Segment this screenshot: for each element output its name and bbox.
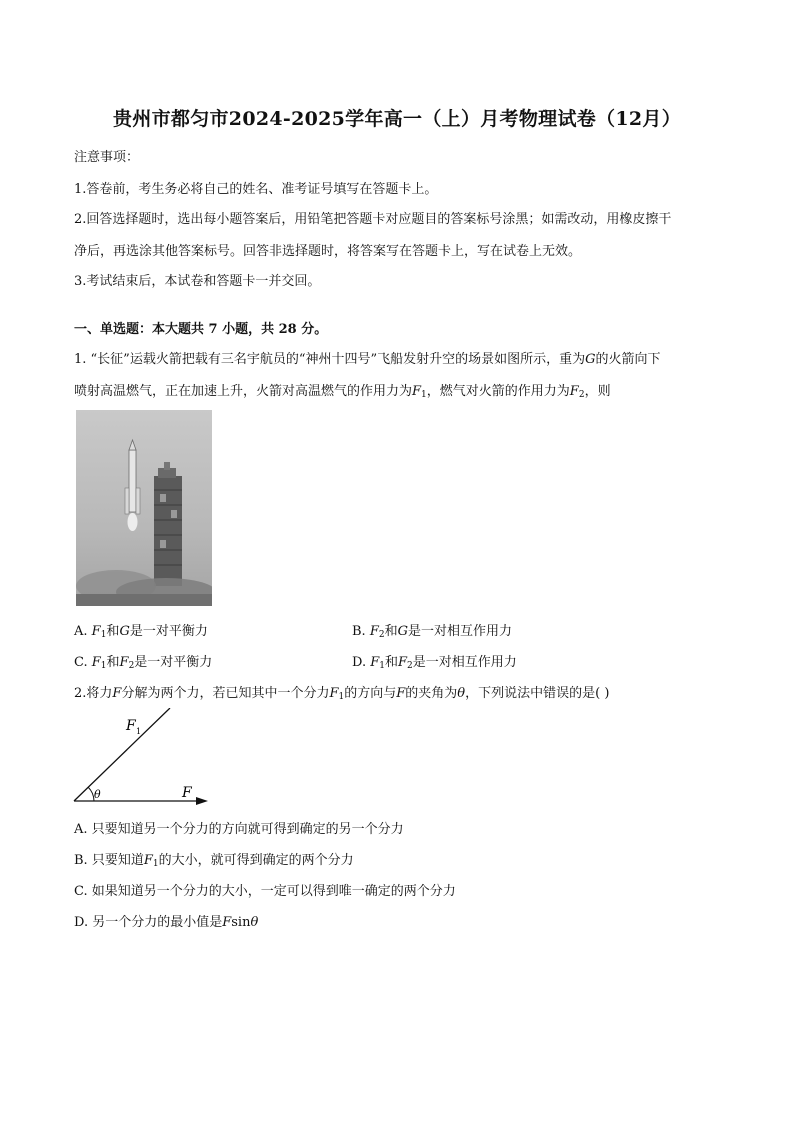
q1-text: 喷射高温燃气，正在加速上升，火箭对高温燃气的作用力为: [74, 384, 413, 399]
symbol-F: F: [91, 655, 101, 670]
q1-text: ，燃气对火箭的作用力为: [426, 384, 570, 399]
q1-option-a[interactable]: [74, 620, 208, 640]
symbol-F: F: [369, 624, 379, 639]
symbol-F: F: [396, 686, 406, 701]
symbol-F: F: [370, 655, 380, 670]
label-f: F: [182, 785, 192, 801]
q1-symbol-F: F: [412, 384, 422, 399]
option-label: D.: [352, 655, 371, 670]
text: ，下列说法中错误的是( ): [465, 686, 610, 701]
symbol-G: G: [397, 624, 408, 639]
text: 是一对相互作用力: [412, 655, 517, 670]
sub: 2: [407, 661, 413, 671]
notice-item-1: 1.答卷前，考生务必将自己的姓名、准考证号填写在答题卡上。: [74, 182, 438, 197]
notice-item-3: 3.考试结束后，本试卷和答题卡一并交回。: [74, 274, 321, 289]
text: B. 只要知道: [74, 853, 144, 868]
rocket-launch-photo: [76, 410, 212, 606]
text: sin: [231, 915, 251, 930]
text: 是一对相互作用力: [408, 624, 513, 639]
sub: 2: [378, 630, 385, 640]
q2-option-a[interactable]: A. 只要知道另一个分力的方向就可得到确定的另一个分力: [74, 822, 404, 837]
notice-heading: 注意事项：: [74, 150, 140, 165]
option-label: A.: [74, 624, 92, 639]
q1-option-c[interactable]: [74, 651, 212, 671]
force-decomposition-figure: [72, 708, 212, 808]
text: 和: [385, 655, 399, 670]
symbol-F: F: [91, 624, 101, 639]
option-label: C.: [74, 655, 92, 670]
text: 的夹角为: [405, 686, 458, 701]
sub: 2: [128, 661, 135, 671]
symbol-G: G: [119, 624, 130, 639]
notice-item-2: 2.回答选择题时，选出每小题答案后，用铅笔把答题卡对应题目的答案标号涂黑；如需改动，用橡皮擦干: [74, 212, 672, 227]
sub: 1: [152, 859, 159, 869]
q2-option-c[interactable]: C. 如果知道另一个分力的大小，一定可以得到唯一确定的两个分力: [74, 884, 456, 899]
text: 的大小，就可得到确定的两个分力: [158, 853, 354, 868]
q1-option-d[interactable]: [352, 651, 517, 671]
text: D. 另一个分力的最小值是: [74, 915, 223, 930]
q1-symbol-G: G: [585, 352, 596, 367]
symbol-F: F: [119, 655, 129, 670]
sub: 1: [338, 692, 345, 702]
q1-text: 的火箭向下: [595, 352, 661, 367]
option-label: B.: [352, 624, 370, 639]
notice-item-2-cont: 净后，再选涂其他答案标号。回答非选择题时，将答案写在答题卡上，写在试卷上无效。: [74, 244, 582, 259]
q2-stem: [74, 682, 609, 702]
text: 分解为两个力，若已知其中一个分力: [121, 686, 330, 701]
text: 是一对平衡力: [134, 655, 213, 670]
q1-sub: 2: [578, 390, 585, 400]
q1-text: ，则: [584, 384, 611, 399]
sub: 1: [100, 661, 107, 671]
q1-stem-line1: [74, 348, 661, 367]
sub: 1: [100, 630, 107, 640]
text: 2.将力: [74, 686, 113, 701]
q1-option-b[interactable]: [352, 620, 512, 640]
symbol-F: F: [222, 915, 232, 930]
label-theta: θ: [94, 788, 101, 801]
q1-stem-line2: [74, 380, 611, 400]
symbol-theta: θ: [250, 915, 259, 930]
q1-sub: 1: [421, 390, 427, 400]
symbol-F: F: [398, 655, 408, 670]
symbol-F: F: [143, 853, 153, 868]
label-f1-sub: 1: [136, 727, 142, 736]
page-title: 贵州市都匀市2024-2025学年高一（上）月考物理试卷（12月）: [113, 108, 681, 130]
text: 的方向与: [344, 686, 397, 701]
text: 和: [106, 624, 120, 639]
text: 和: [106, 655, 120, 670]
text: 是一对平衡力: [129, 624, 208, 639]
symbol-F: F: [329, 686, 339, 701]
arrowhead-icon: [196, 797, 208, 805]
section-heading: 一、单选题：本大题共 7 小题，共 28 分。: [74, 322, 328, 337]
symbol-theta: θ: [457, 686, 466, 701]
symbol-F: F: [112, 686, 122, 701]
label-f1: F: [126, 718, 136, 734]
q2-option-d[interactable]: [74, 911, 258, 930]
sub: 1: [379, 661, 385, 671]
q1-symbol-F: F: [569, 384, 579, 399]
q1-text: 1. “长征”运载火箭把载有三名宇航员的“神州十四号”飞船发射升空的场景如图所示，重为: [74, 352, 586, 367]
text: 和: [384, 624, 398, 639]
q2-option-b[interactable]: [74, 849, 354, 869]
